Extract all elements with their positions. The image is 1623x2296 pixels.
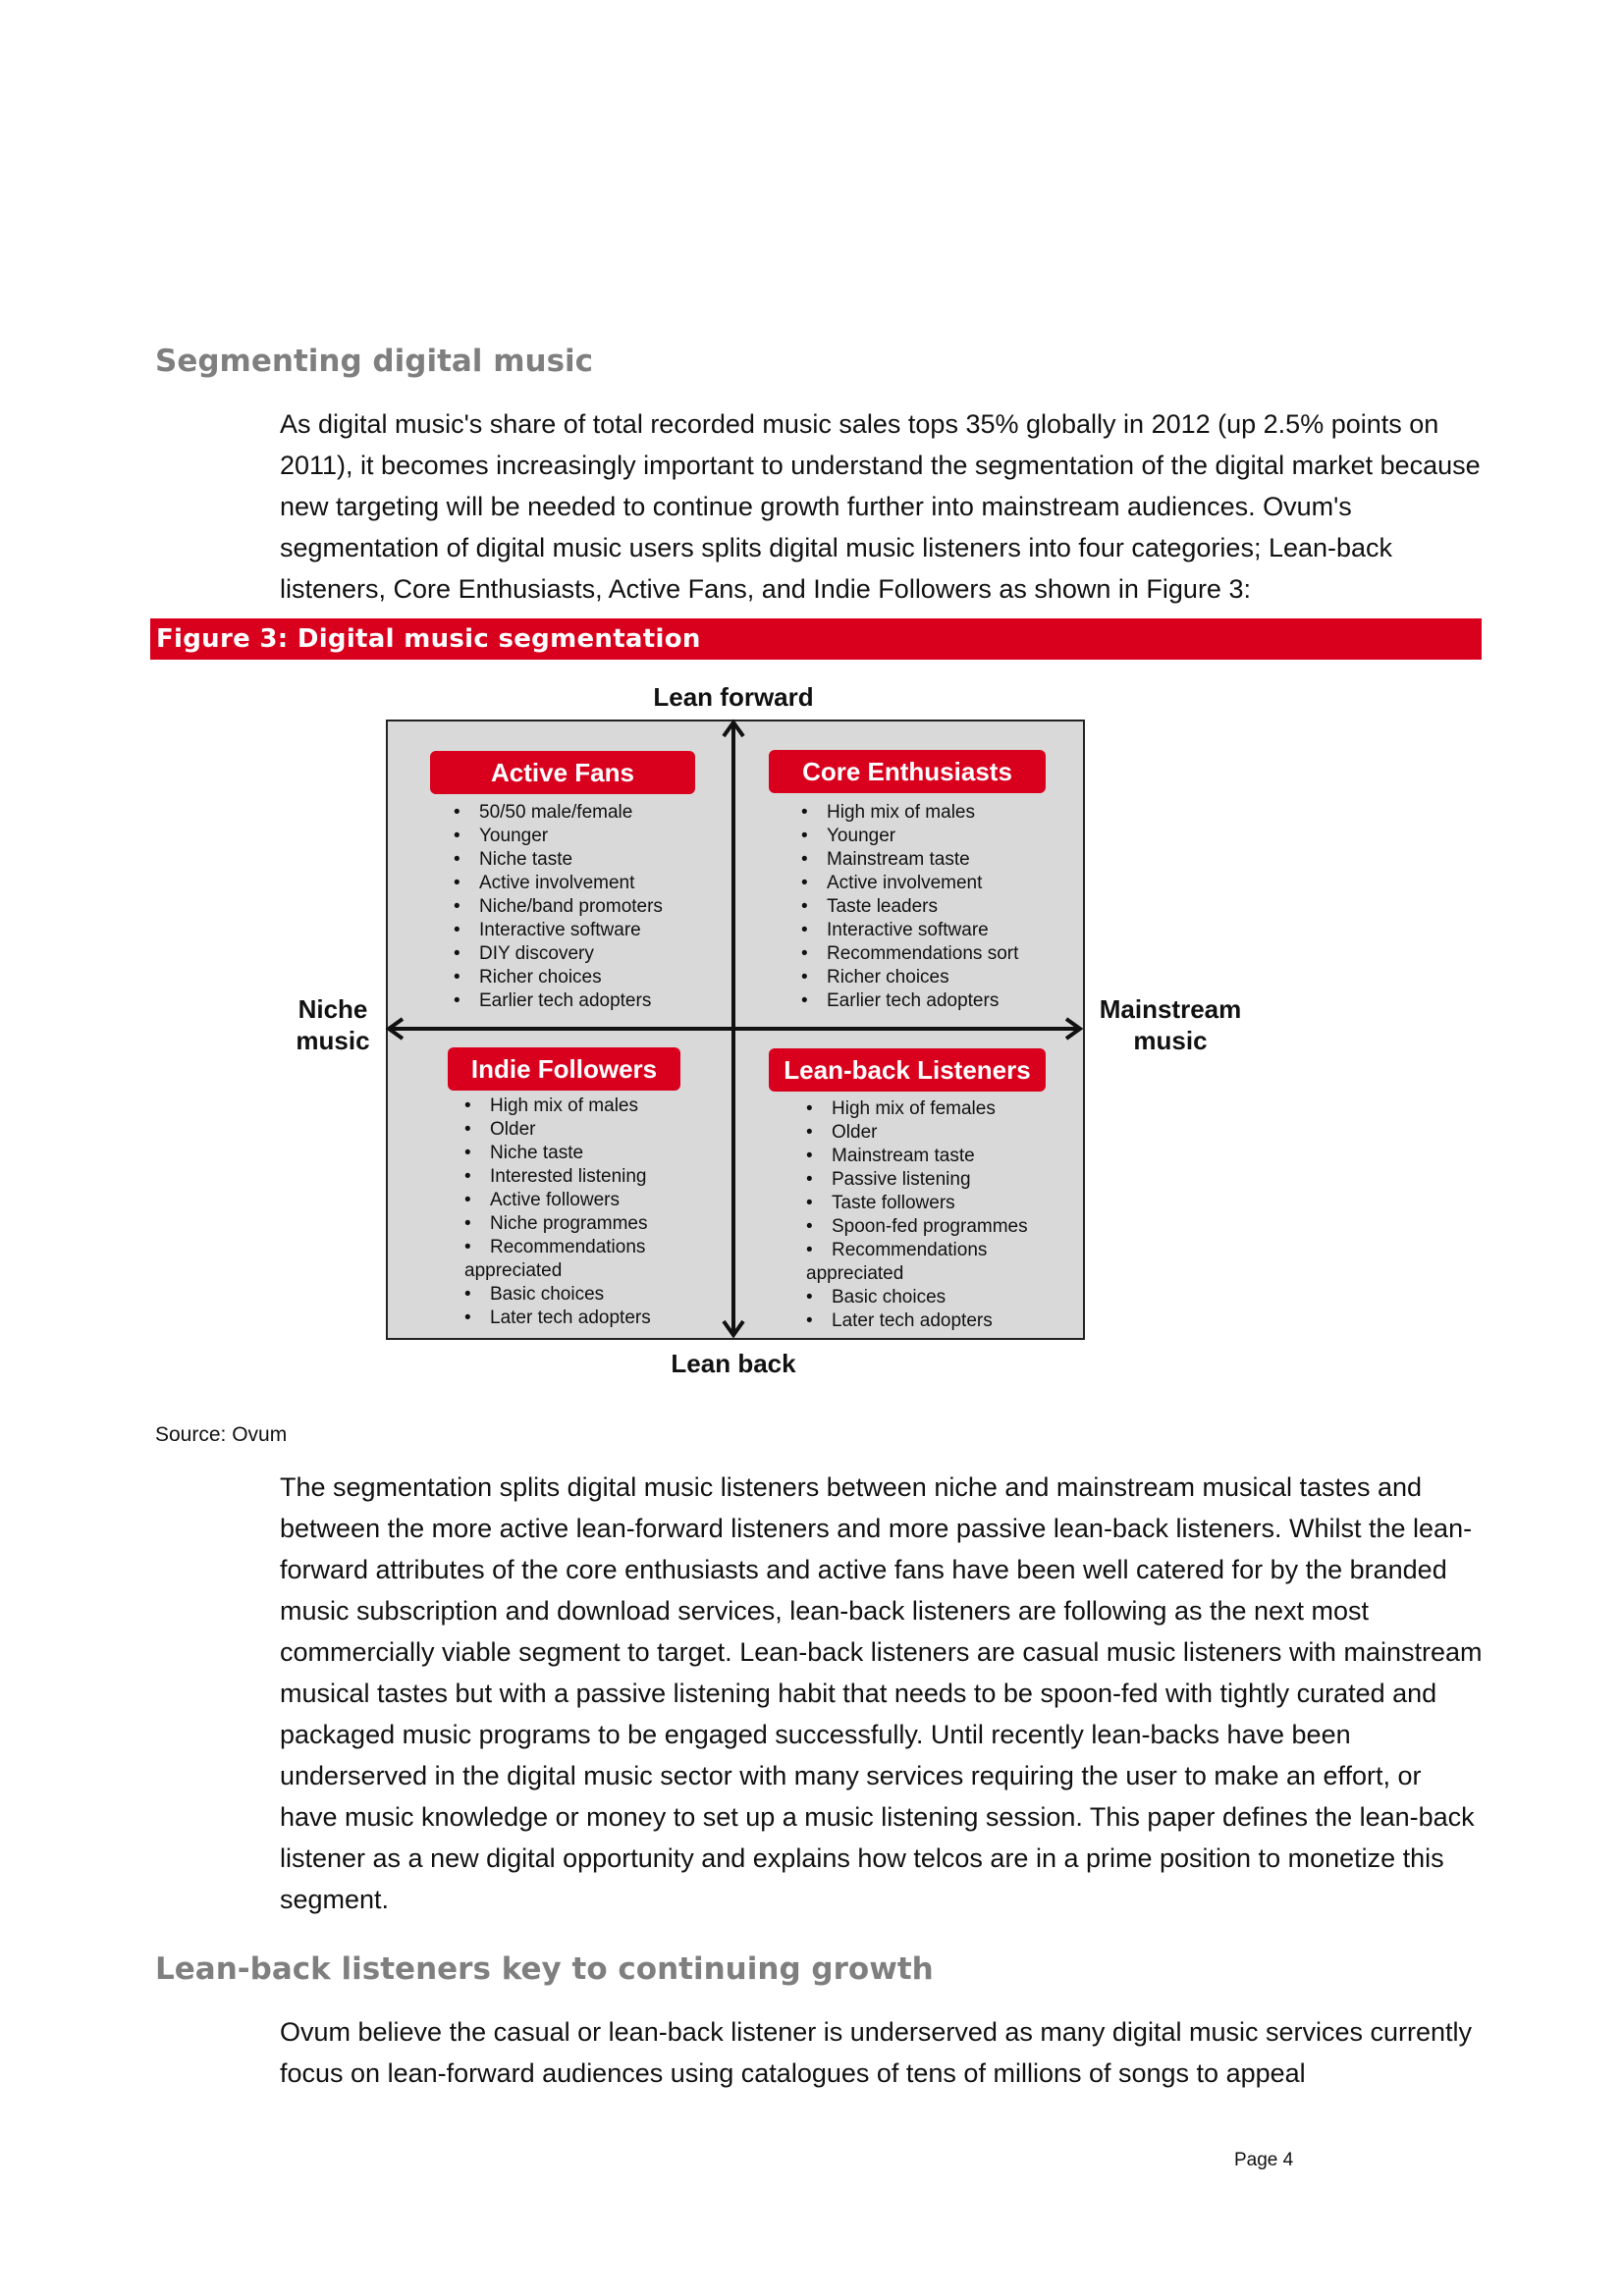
- list-item-text: High mix of males: [490, 1095, 638, 1116]
- list-item-text: Later tech adopters: [490, 1308, 651, 1328]
- axis-label-left: [284, 993, 382, 1056]
- list-item: [464, 1307, 692, 1330]
- axis-right-line1: Mainstream: [1099, 994, 1242, 1024]
- list-item-text: Richer choices: [479, 967, 602, 988]
- list-item: [806, 1192, 1073, 1215]
- bullet-icon: •: [454, 990, 460, 1011]
- list-item: [454, 825, 748, 848]
- list-item-text: Mainstream taste: [827, 849, 970, 870]
- bullet-icon: •: [454, 873, 460, 893]
- list-item-text: Richer choices: [827, 967, 949, 988]
- quadrant-list-core-enthusiasts: [801, 801, 1076, 1013]
- list-item: [454, 966, 748, 989]
- list-item-text: High mix of males: [827, 802, 975, 823]
- list-item: [464, 1189, 692, 1212]
- list-item: [464, 1095, 692, 1118]
- list-item-text: High mix of females: [832, 1098, 996, 1119]
- section-heading-2: Lean-back listeners key to continuing growth: [155, 1951, 934, 1987]
- list-item: [464, 1283, 692, 1307]
- list-item: [806, 1121, 1073, 1145]
- list-item: [464, 1165, 692, 1189]
- list-item-text: DIY discovery: [479, 943, 594, 964]
- axis-label-top: Lean forward: [653, 682, 814, 712]
- list-item-text: Older: [490, 1119, 536, 1140]
- bullet-icon: •: [806, 1122, 813, 1143]
- list-item-text: Later tech adopters: [832, 1310, 993, 1331]
- list-item: [806, 1215, 1073, 1239]
- list-item-text: Active involvement: [479, 873, 635, 893]
- list-item: [801, 966, 1076, 989]
- bullet-icon: •: [801, 826, 808, 846]
- list-item-text: Basic choices: [490, 1284, 605, 1305]
- list-item: [454, 895, 748, 919]
- intro-paragraph: As digital music's share of total recorded music sales tops 35% globally in 2012 (up 2.5% points on 2011), it becomes increasingly important to understand the segmentation of the digital market because new targeting will be needed to continue growth further into mainstream audiences. Ovum's segmentation of digital music users splits digital music listeners into four categories; Lean-back listeners, Core Enthusiasts, Active Fans, and Indie Followers as shown in Figure 3:: [280, 409, 1481, 604]
- figure-caption-bar: [150, 618, 1482, 660]
- list-item-text: Younger: [827, 826, 896, 846]
- list-item-text: 50/50 male/female: [479, 802, 633, 823]
- bullet-icon: •: [806, 1287, 813, 1308]
- list-item-text: Spoon-fed programmes: [832, 1216, 1028, 1237]
- bullet-icon: •: [806, 1193, 813, 1213]
- list-item: [801, 942, 1076, 966]
- list-item: [801, 872, 1076, 895]
- list-item-text: Earlier tech adopters: [479, 990, 652, 1011]
- bullet-icon: •: [806, 1169, 813, 1190]
- list-item: [806, 1168, 1073, 1192]
- bullet-icon: •: [464, 1284, 471, 1305]
- bullet-icon: •: [801, 849, 808, 870]
- bullet-icon: •: [454, 943, 460, 964]
- quadrant-title-active-fans: Active Fans: [430, 751, 695, 794]
- body-paragraph: The segmentation splits digital music listeners between niche and mainstream musical tastes and between the more active lean-forward listeners and more passive lean-back listeners. Whilst the lean-forward attributes of the core enthusiasts and active fans have been well catered for by the branded music subscription and download services, lean-back listeners are following as the next most commercially viable segment to target. Lean-back listeners are casual music listeners with mainstream musical tastes but with a passive listening habit that needs to be spoon-fed with tightly curated and packaged music programs to be engaged successfully. Until recently lean-backs have been underserved in the digital music sector with many services requiring the user to make an effort, or have music knowledge or money to set up a music listening session. This paper defines the lean-back listener as a new digital opportunity and explains how telcos are in a prime position to monetize this segment.: [280, 1472, 1483, 1914]
- list-item-text: Active followers: [490, 1190, 620, 1210]
- quadrant-title-lean-back: Lean-back Listeners: [769, 1048, 1046, 1092]
- section2-paragraph: Ovum believe the casual or lean-back listener is underserved as many digital music services currently focus on lean-forward audiences using catalogues of tens of millions of songs to appeal: [280, 2017, 1473, 2088]
- list-item-text: Niche programmes: [490, 1213, 648, 1234]
- axis-label-bottom: Lean back: [671, 1349, 796, 1378]
- axis-right-line2: music: [1133, 1026, 1208, 1055]
- bullet-icon: •: [464, 1237, 471, 1257]
- section-heading: Segmenting digital music: [155, 344, 594, 379]
- axis-label-right: [1082, 993, 1259, 1056]
- list-item-text: Earlier tech adopters: [827, 990, 1000, 1011]
- bullet-icon: •: [464, 1095, 471, 1116]
- bullet-icon: •: [454, 849, 460, 870]
- list-item: [801, 801, 1076, 825]
- bullet-icon: •: [454, 826, 460, 846]
- bullet-icon: •: [801, 873, 808, 893]
- page-number: Page 4: [1234, 2150, 1294, 2170]
- list-item: [454, 872, 748, 895]
- list-item-text: Mainstream taste: [832, 1146, 975, 1166]
- list-item-text: Basic choices: [832, 1287, 947, 1308]
- quadrant-title-indie-followers: Indie Followers: [448, 1047, 680, 1091]
- bullet-icon: •: [464, 1143, 471, 1163]
- list-item: [806, 1097, 1073, 1121]
- list-item: [806, 1145, 1073, 1168]
- list-item: [464, 1118, 692, 1142]
- quadrant-list-indie-followers: [464, 1095, 692, 1330]
- list-item-text: Interested listening: [490, 1166, 647, 1187]
- list-item-text: Taste leaders: [827, 896, 939, 917]
- bullet-icon: •: [464, 1190, 471, 1210]
- list-item: [454, 942, 748, 966]
- bullet-icon: •: [806, 1146, 813, 1166]
- list-item-text: Younger: [479, 826, 549, 846]
- bullet-icon: •: [801, 896, 808, 917]
- list-item-text: Niche taste: [479, 849, 573, 870]
- bullet-icon: •: [454, 896, 460, 917]
- axis-left-line2: music: [296, 1026, 370, 1055]
- bullet-icon: •: [806, 1098, 813, 1119]
- list-item-text: Interactive software: [827, 920, 989, 940]
- list-item: [801, 825, 1076, 848]
- list-item: [806, 1286, 1073, 1309]
- bullet-icon: •: [801, 967, 808, 988]
- list-item-text: Passive listening: [832, 1169, 971, 1190]
- list-item: [464, 1236, 692, 1283]
- list-item-text: Taste followers: [832, 1193, 955, 1213]
- bullet-icon: •: [454, 920, 460, 940]
- list-item: [464, 1142, 692, 1165]
- figure-source: Source: Ovum: [155, 1423, 288, 1446]
- bullet-icon: •: [464, 1308, 471, 1328]
- bullet-icon: •: [801, 943, 808, 964]
- axis-left-line1: Niche: [298, 994, 368, 1024]
- bullet-icon: •: [801, 920, 808, 940]
- quadrant-list-lean-back: [806, 1097, 1073, 1333]
- list-item: [454, 801, 748, 825]
- quadrant-title-core-enthusiasts: Core Enthusiasts: [769, 750, 1046, 793]
- bullet-icon: •: [454, 967, 460, 988]
- list-item-text: Niche/band promoters: [479, 896, 663, 917]
- bullet-icon: •: [464, 1119, 471, 1140]
- bullet-icon: •: [806, 1216, 813, 1237]
- list-item: [801, 989, 1076, 1013]
- list-item-text: Older: [832, 1122, 878, 1143]
- list-item: [806, 1239, 1073, 1286]
- list-item-text: Interactive software: [479, 920, 641, 940]
- bullet-icon: •: [801, 990, 808, 1011]
- bullet-icon: •: [801, 802, 808, 823]
- list-item: [801, 919, 1076, 942]
- list-item-text: Niche taste: [490, 1143, 584, 1163]
- bullet-icon: •: [464, 1166, 471, 1187]
- list-item: [454, 848, 748, 872]
- list-item: [801, 848, 1076, 872]
- bullet-icon: •: [806, 1310, 813, 1331]
- list-item: [464, 1212, 692, 1236]
- list-item-text: Recommendations appreciated: [464, 1237, 646, 1281]
- list-item: [454, 989, 748, 1013]
- bullet-icon: •: [806, 1240, 813, 1260]
- figure-caption: Figure 3: Digital music segmentation: [156, 624, 701, 654]
- bullet-icon: •: [464, 1213, 471, 1234]
- list-item-text: Recommendations appreciated: [806, 1240, 988, 1284]
- quadrant-list-active-fans: [454, 801, 748, 1013]
- list-item: [801, 895, 1076, 919]
- list-item-text: Active involvement: [827, 873, 983, 893]
- bullet-icon: •: [454, 802, 460, 823]
- list-item: [806, 1309, 1073, 1333]
- list-item: [454, 919, 748, 942]
- list-item-text: Recommendations sort: [827, 943, 1019, 964]
